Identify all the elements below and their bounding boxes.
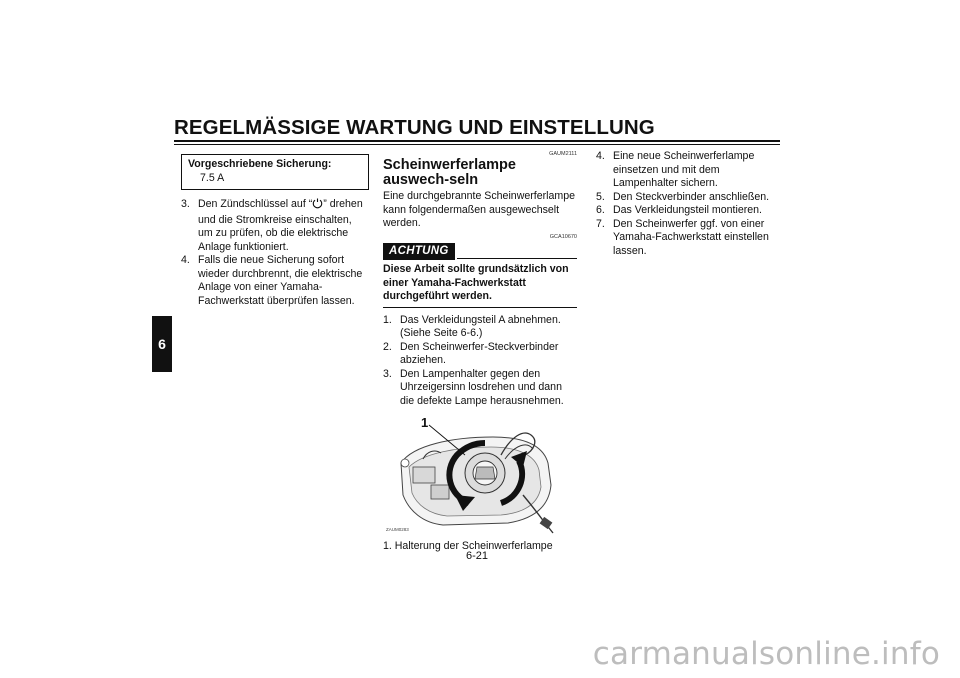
spec-value: 7.5 A [200, 171, 225, 184]
list-item [596, 150, 784, 191]
step-number: 5. [596, 190, 605, 203]
right-column [596, 150, 784, 258]
list-item [181, 254, 369, 308]
callout-number: 1 [421, 415, 429, 430]
step-number: 4. [596, 150, 605, 162]
step-number: 3. [383, 367, 392, 380]
step-number: 3. [181, 198, 190, 210]
step-text: Das Verkleidungsteil montieren. [613, 204, 762, 216]
spec-box [181, 154, 369, 190]
chapter-tab: 6 [152, 316, 172, 372]
step-text-after: ” drehen und die Stromkreise einschalten, um zu prüfen, ob die elektrische Anlage funktioniert. [198, 198, 363, 253]
step-text: Eine neue Scheinwerferlampe einsetzen und mit dem Lampenhalter sichern. [613, 150, 755, 189]
list-item [383, 341, 577, 368]
step-number: 7. [596, 217, 605, 230]
caution-text: Diese Arbeit sollte grundsätzlich von einer Yamaha-Fachwerkstatt durchgeführt werden. [383, 263, 577, 308]
left-column [181, 154, 369, 308]
step-text: Den Steckverbinder anschließen. [613, 190, 770, 203]
left-steps-list [181, 198, 369, 308]
step-number: 4. [181, 254, 190, 266]
headlight-drawing [383, 415, 577, 540]
step-text-before: Den Zündschlüssel auf “ [198, 198, 313, 210]
step-number: 1. [383, 313, 392, 326]
step-number: 6. [596, 204, 605, 216]
figure-caption: 1. Halterung der Scheinwerferlampe [383, 540, 553, 552]
step-text [198, 198, 369, 254]
header-rule [174, 140, 780, 142]
step-text: Den Scheinwerfer ggf. von einer Yamaha-Fachwerkstatt einstellen lassen. [613, 217, 769, 257]
caution-header [383, 243, 577, 261]
header-rule-thin [174, 144, 780, 145]
section-code: GAUM2111 [549, 151, 577, 157]
list-item [181, 198, 369, 254]
caution-rule [457, 258, 577, 259]
section-title: Scheinwerferlampe auswech-seln [383, 157, 516, 188]
list-item [383, 314, 577, 341]
list-item [596, 204, 784, 218]
ignition-on-icon [312, 198, 323, 214]
headlight-illustration [383, 415, 577, 540]
intro-text: Eine durchgebrannte Scheinwerferlampe kann folgendermaßen ausgewechselt werden. [383, 190, 575, 229]
list-item [596, 218, 784, 259]
list-item [383, 368, 577, 409]
watermark: carmanualsonline.info [592, 636, 940, 672]
step-text: Das Verkleidungsteil A abnehmen. (Siehe Seite 6-6.) [400, 313, 561, 339]
caution-badge: ACHTUNG [383, 243, 455, 261]
spec-title: Vorgeschriebene Sicherung: [188, 158, 332, 170]
right-steps-list [596, 150, 784, 258]
step-text: Den Scheinwerfer-Steckverbinder abziehen. [400, 340, 559, 366]
step-number: 2. [383, 340, 392, 353]
caution-code: GCA10670 [549, 233, 577, 240]
middle-steps-list [383, 314, 577, 409]
step-text: Falls die neue Sicherung sofort wieder durchbrennt, die elektrische Anlage von einer Yamaha-Fachwerkstatt überprüfen lassen. [198, 254, 363, 307]
figure-code: ZAUM0283 [386, 527, 409, 532]
page-number: 6-21 [466, 550, 489, 562]
page-title: REGELMÄSSIGE WARTUNG UND EINSTELLUNG [174, 116, 655, 139]
step-text: Den Lampenhalter gegen den Uhrzeigersinn losdrehen und dann die defekte Lampe herausnehmen. [400, 367, 564, 407]
middle-column [383, 150, 577, 554]
list-item [596, 191, 784, 205]
